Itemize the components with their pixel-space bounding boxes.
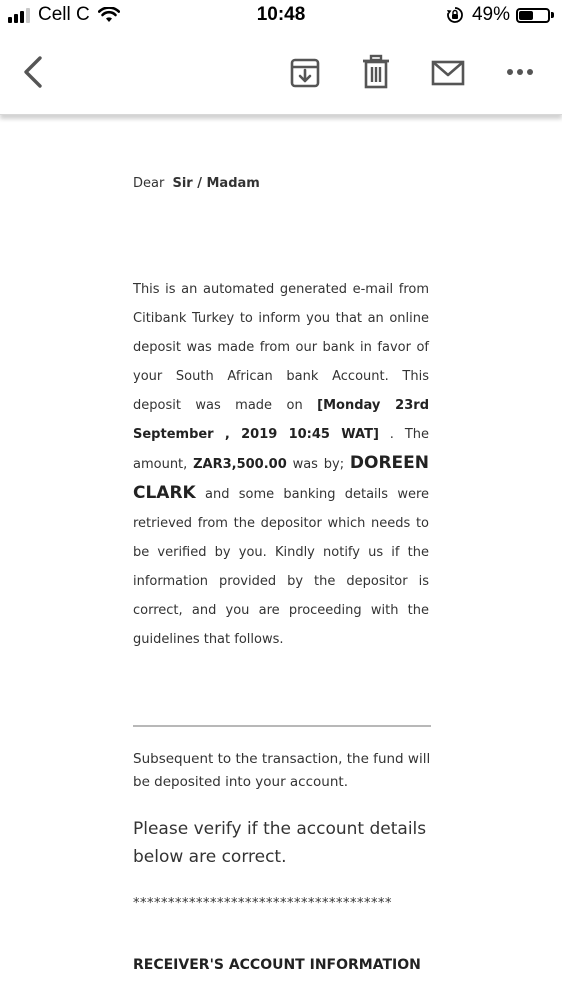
greeting-name: Sir / Madam bbox=[172, 176, 260, 191]
email-toolbar bbox=[0, 32, 562, 115]
status-bar bbox=[0, 0, 562, 32]
para-text-4: and some banking details were retrieved from the depositor which needs to be verified by you. Kindly notify us if the information provided by the depositor is correct, and you are proceeding with the guidelines that follows. bbox=[133, 487, 429, 647]
depositor-name: DOREEN CLARK bbox=[133, 453, 429, 503]
battery-icon bbox=[516, 8, 550, 23]
mail-icon bbox=[430, 58, 466, 88]
back-button[interactable] bbox=[16, 52, 50, 92]
para-text-1: This is an automated generated e-mail from Citibank Turkey to inform you that an online deposit was made from our bank in favor of your South African bank Account. This deposit was made on bbox=[133, 282, 429, 413]
deposit-date: [Monday 23rd September , 2019 10:45 WAT] bbox=[133, 398, 429, 442]
greeting bbox=[133, 176, 260, 191]
more-icon bbox=[504, 62, 538, 82]
delete-button[interactable] bbox=[360, 54, 392, 90]
rotation-lock-icon bbox=[446, 6, 464, 24]
greeting-prefix: Dear bbox=[133, 176, 165, 191]
verify-paragraph: Please verify if the account details below are correct. bbox=[133, 819, 427, 867]
mark-unread-button[interactable] bbox=[430, 58, 466, 88]
subsequent-paragraph: Subsequent to the transaction, the fund will be deposited into your account. bbox=[133, 751, 431, 790]
back-chevron-icon bbox=[16, 52, 50, 92]
more-options-button[interactable] bbox=[504, 62, 538, 82]
para-text-2: . The amount, bbox=[133, 427, 429, 472]
para-text-3: was by; bbox=[286, 457, 350, 472]
deposit-notice-paragraph bbox=[133, 275, 429, 654]
divider bbox=[133, 725, 431, 727]
battery-percent: 49% bbox=[471, 4, 510, 25]
clock: 10:48 bbox=[256, 4, 306, 25]
receiver-heading: RECEIVER'S ACCOUNT INFORMATION bbox=[133, 957, 421, 973]
carrier-name: Cell C bbox=[38, 4, 90, 25]
status-right bbox=[446, 4, 554, 26]
archive-button[interactable] bbox=[288, 56, 322, 90]
archive-icon bbox=[288, 56, 322, 90]
battery-tip bbox=[551, 12, 554, 18]
trash-icon bbox=[360, 54, 392, 90]
deposit-amount: ZAR3,500.00 bbox=[193, 457, 287, 472]
stars-separator: ************************************* bbox=[133, 896, 392, 911]
